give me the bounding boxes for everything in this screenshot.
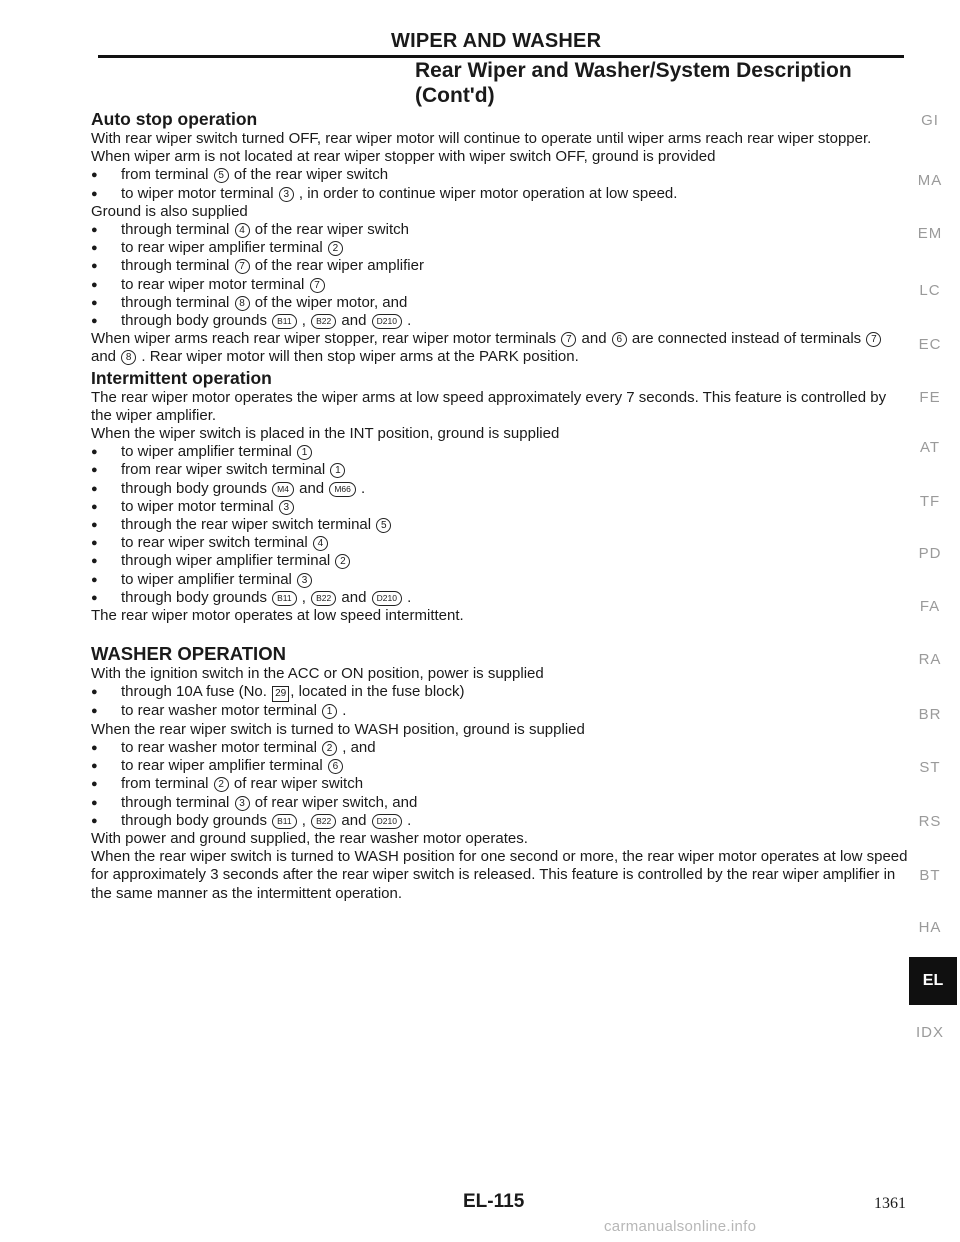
bullet-item <box>91 480 909 498</box>
text-run: . <box>402 811 412 829</box>
bullet-item <box>91 794 909 812</box>
ground-connector: B11 <box>272 591 297 606</box>
text-run: . Rear wiper motor will then stop wiper arms at the PARK position. <box>137 348 579 366</box>
ground-connector: D210 <box>372 591 402 606</box>
text-run: of the rear wiper switch <box>229 166 389 184</box>
text-run: through body grounds <box>121 312 272 330</box>
text-run: from terminal <box>121 775 213 793</box>
paragraph <box>91 721 909 739</box>
terminal-number: 4 <box>235 223 250 238</box>
text-run: When the rear wiper switch is turned to WASH position, ground is supplied <box>91 720 585 738</box>
bullet-item <box>91 516 909 534</box>
terminal-number: 3 <box>297 573 312 588</box>
terminal-number: 2 <box>214 777 229 792</box>
section-tab-at[interactable]: AT <box>919 439 941 456</box>
text-run: through wiper amplifier terminal <box>121 552 335 570</box>
section-tab-idx[interactable]: IDX <box>915 1024 944 1041</box>
section-tab-rs[interactable]: RS <box>918 813 942 830</box>
section-tab-bt[interactable]: BT <box>919 867 941 884</box>
text-run: , <box>297 811 311 829</box>
text-run: , <box>297 312 311 330</box>
paragraph <box>91 203 909 221</box>
section-title: WIPER AND WASHER <box>391 30 602 52</box>
terminal-number: 1 <box>330 463 345 478</box>
text-run: Ground is also supplied <box>91 202 248 220</box>
text-run: and <box>577 330 611 348</box>
text-run: to wiper motor terminal <box>121 497 278 515</box>
text-run: and <box>91 348 121 366</box>
ground-connector: B11 <box>272 314 297 329</box>
text-run: through terminal <box>121 293 234 311</box>
text-run: , in order to continue wiper motor operation at low speed. <box>294 184 678 202</box>
section-tab-tf[interactable]: TF <box>919 493 941 510</box>
terminal-number: 3 <box>235 796 250 811</box>
text-run: and <box>337 588 371 606</box>
section-tab-ma[interactable]: MA <box>917 172 943 189</box>
terminal-number: 7 <box>310 278 325 293</box>
paragraph <box>91 330 909 366</box>
text-run: to rear wiper amplifier terminal <box>121 757 327 775</box>
section-heading: WASHER OPERATION <box>91 643 286 665</box>
terminal-number: 5 <box>376 518 391 533</box>
terminal-number: 2 <box>322 741 337 756</box>
page-heading-line-1: Rear Wiper and Washer/System Description <box>415 59 852 82</box>
section-tab-br[interactable]: BR <box>918 706 942 723</box>
terminal-number: 7 <box>866 332 881 347</box>
text-run: When wiper arm is not located at rear wiper stopper with wiper switch OFF, ground is provided <box>91 148 716 166</box>
text-run: When wiper arms reach rear wiper stopper, rear wiper motor terminals <box>91 330 561 348</box>
text-run: from rear wiper switch terminal <box>121 461 330 479</box>
bullet-item <box>91 702 909 720</box>
bullet-item <box>91 221 909 239</box>
terminal-number: 6 <box>328 759 343 774</box>
text-run: are connected instead of terminals <box>627 330 866 348</box>
ground-connector: B22 <box>311 314 336 329</box>
section-tab-pd[interactable]: PD <box>918 545 942 562</box>
ground-connector: B22 <box>311 814 336 829</box>
text-run: through 10A fuse (No. <box>121 683 272 701</box>
text-run: through terminal <box>121 793 234 811</box>
bullet-item <box>91 166 909 184</box>
terminal-number: 5 <box>214 168 229 183</box>
text-run: With the ignition switch in the ACC or ON position, power is supplied <box>91 665 544 683</box>
bullet-item <box>91 185 909 203</box>
terminal-number: 8 <box>121 350 136 365</box>
paragraph <box>91 130 909 148</box>
ground-connector: D210 <box>372 814 402 829</box>
section-tab-st[interactable]: ST <box>919 759 941 776</box>
bullet-item <box>91 534 909 552</box>
ground-connector: B11 <box>272 814 297 829</box>
terminal-number: 3 <box>279 187 294 202</box>
text-run: , <box>297 588 311 606</box>
paragraph <box>91 389 909 425</box>
paragraph <box>91 425 909 443</box>
bullet-item <box>91 589 909 607</box>
bullet-item <box>91 775 909 793</box>
bullet-item <box>91 812 909 830</box>
terminal-number: 8 <box>235 296 250 311</box>
fuse-number: 29 <box>272 686 289 702</box>
text-run: When the wiper switch is placed in the INT position, ground is supplied <box>91 425 560 443</box>
terminal-number: 2 <box>328 241 343 256</box>
terminal-number: 4 <box>313 536 328 551</box>
terminal-number: 1 <box>297 445 312 460</box>
text-run: and <box>294 479 329 497</box>
sheet-number: 1361 <box>874 1195 906 1212</box>
text-run: through the rear wiper switch terminal <box>121 516 376 534</box>
section-tab-ra[interactable]: RA <box>918 651 942 668</box>
text-run: . <box>402 588 412 606</box>
text-run: and <box>337 811 371 829</box>
terminal-number: 6 <box>612 332 627 347</box>
section-tab-em[interactable]: EM <box>917 225 943 242</box>
bullet-item <box>91 739 909 757</box>
text-run: to rear wiper switch terminal <box>121 534 312 552</box>
text-run: through terminal <box>121 221 234 239</box>
text-run: to rear wiper amplifier terminal <box>121 239 327 257</box>
page-heading <box>415 58 852 108</box>
text-run: through body grounds <box>121 479 272 497</box>
bullet-item <box>91 683 909 702</box>
ground-connector: M66 <box>329 482 356 497</box>
section-tab-fe[interactable]: FE <box>919 389 941 406</box>
page-heading-line-2: (Cont'd) <box>415 84 495 107</box>
body-text <box>91 108 909 903</box>
text-run: of rear wiper switch, and <box>250 793 418 811</box>
text-run: to wiper motor terminal <box>121 184 278 202</box>
page-number: EL-115 <box>463 1191 525 1212</box>
text-run: With power and ground supplied, the rear washer motor operates. <box>91 829 528 847</box>
section-tab-gi[interactable]: GI <box>921 112 939 129</box>
section-heading: Intermittent operation <box>91 367 272 388</box>
section-tab-el-active[interactable]: EL <box>909 957 957 1005</box>
text-run: , located in the fuse block) <box>290 683 465 701</box>
text-run: of the wiper motor, and <box>250 293 408 311</box>
bullet-item <box>91 461 909 479</box>
bullet-item <box>91 571 909 589</box>
bullet-item <box>91 294 909 312</box>
section-tab-fa[interactable]: FA <box>919 598 941 615</box>
section-tab-sidebar <box>904 112 956 1052</box>
text-run: to wiper amplifier terminal <box>121 570 297 588</box>
terminal-number: 2 <box>335 554 350 569</box>
text-run: of the rear wiper switch <box>250 221 409 239</box>
bullet-item <box>91 312 909 330</box>
text-run: from terminal <box>121 166 213 184</box>
bullet-item <box>91 498 909 516</box>
bullet-item <box>91 239 909 257</box>
ground-connector: D210 <box>372 314 402 329</box>
text-run: of rear wiper switch <box>229 775 364 793</box>
text-run: to rear wiper motor terminal <box>121 275 309 293</box>
terminal-number: 7 <box>561 332 576 347</box>
terminal-number: 3 <box>279 500 294 515</box>
paragraph <box>91 848 909 903</box>
text-run: . <box>356 479 366 497</box>
bullet-item <box>91 443 909 461</box>
terminal-number: 1 <box>322 704 337 719</box>
spacer <box>91 625 909 643</box>
text-run: and <box>337 312 371 330</box>
paragraph <box>91 830 909 848</box>
section-tab-ec[interactable]: EC <box>918 336 942 353</box>
text-run: through body grounds <box>121 811 272 829</box>
bullet-item <box>91 276 909 294</box>
section-heading: Auto stop operation <box>91 109 258 129</box>
text-run: of the rear wiper amplifier <box>250 257 424 275</box>
text-run: . <box>338 702 347 720</box>
text-run: to wiper amplifier terminal <box>121 443 297 461</box>
text-run: The rear wiper motor operates the wiper arms at low speed approximately every 7 seconds. This feature is controlled by the wiper amplifier. <box>91 388 887 424</box>
paragraph <box>91 665 909 683</box>
ground-connector: M4 <box>272 482 294 497</box>
text-run: , and <box>338 738 376 756</box>
text-run: With rear wiper switch turned OFF, rear wiper motor will continue to operate until wiper arms reach rear wiper stopper. <box>91 130 872 147</box>
terminal-number: 7 <box>235 259 250 274</box>
bullet-item <box>91 257 909 275</box>
ground-connector: B22 <box>311 591 336 606</box>
text-run: When the rear wiper switch is turned to WASH position for one second or more, the rear wiper motor operates at low speed for approximately 3 seconds after the rear wiper switch is released. This feature is controlled by the rear wiper amplifier in the same manner as the intermittent operation. <box>91 848 908 902</box>
text-run: The rear wiper motor operates at low speed intermittent. <box>91 607 464 625</box>
paragraph <box>91 148 909 166</box>
text-run: through body grounds <box>121 588 272 606</box>
text-run: to rear washer motor terminal <box>121 702 322 720</box>
paragraph <box>91 607 909 625</box>
bullet-item <box>91 552 909 570</box>
bullet-item <box>91 757 909 775</box>
text-run: . <box>402 312 412 330</box>
section-tab-lc[interactable]: LC <box>919 282 941 299</box>
text-run: through terminal <box>121 257 234 275</box>
watermark: carmanualsonline.info <box>604 1218 757 1235</box>
section-tab-ha[interactable]: HA <box>918 919 942 936</box>
text-run: to rear washer motor terminal <box>121 738 322 756</box>
